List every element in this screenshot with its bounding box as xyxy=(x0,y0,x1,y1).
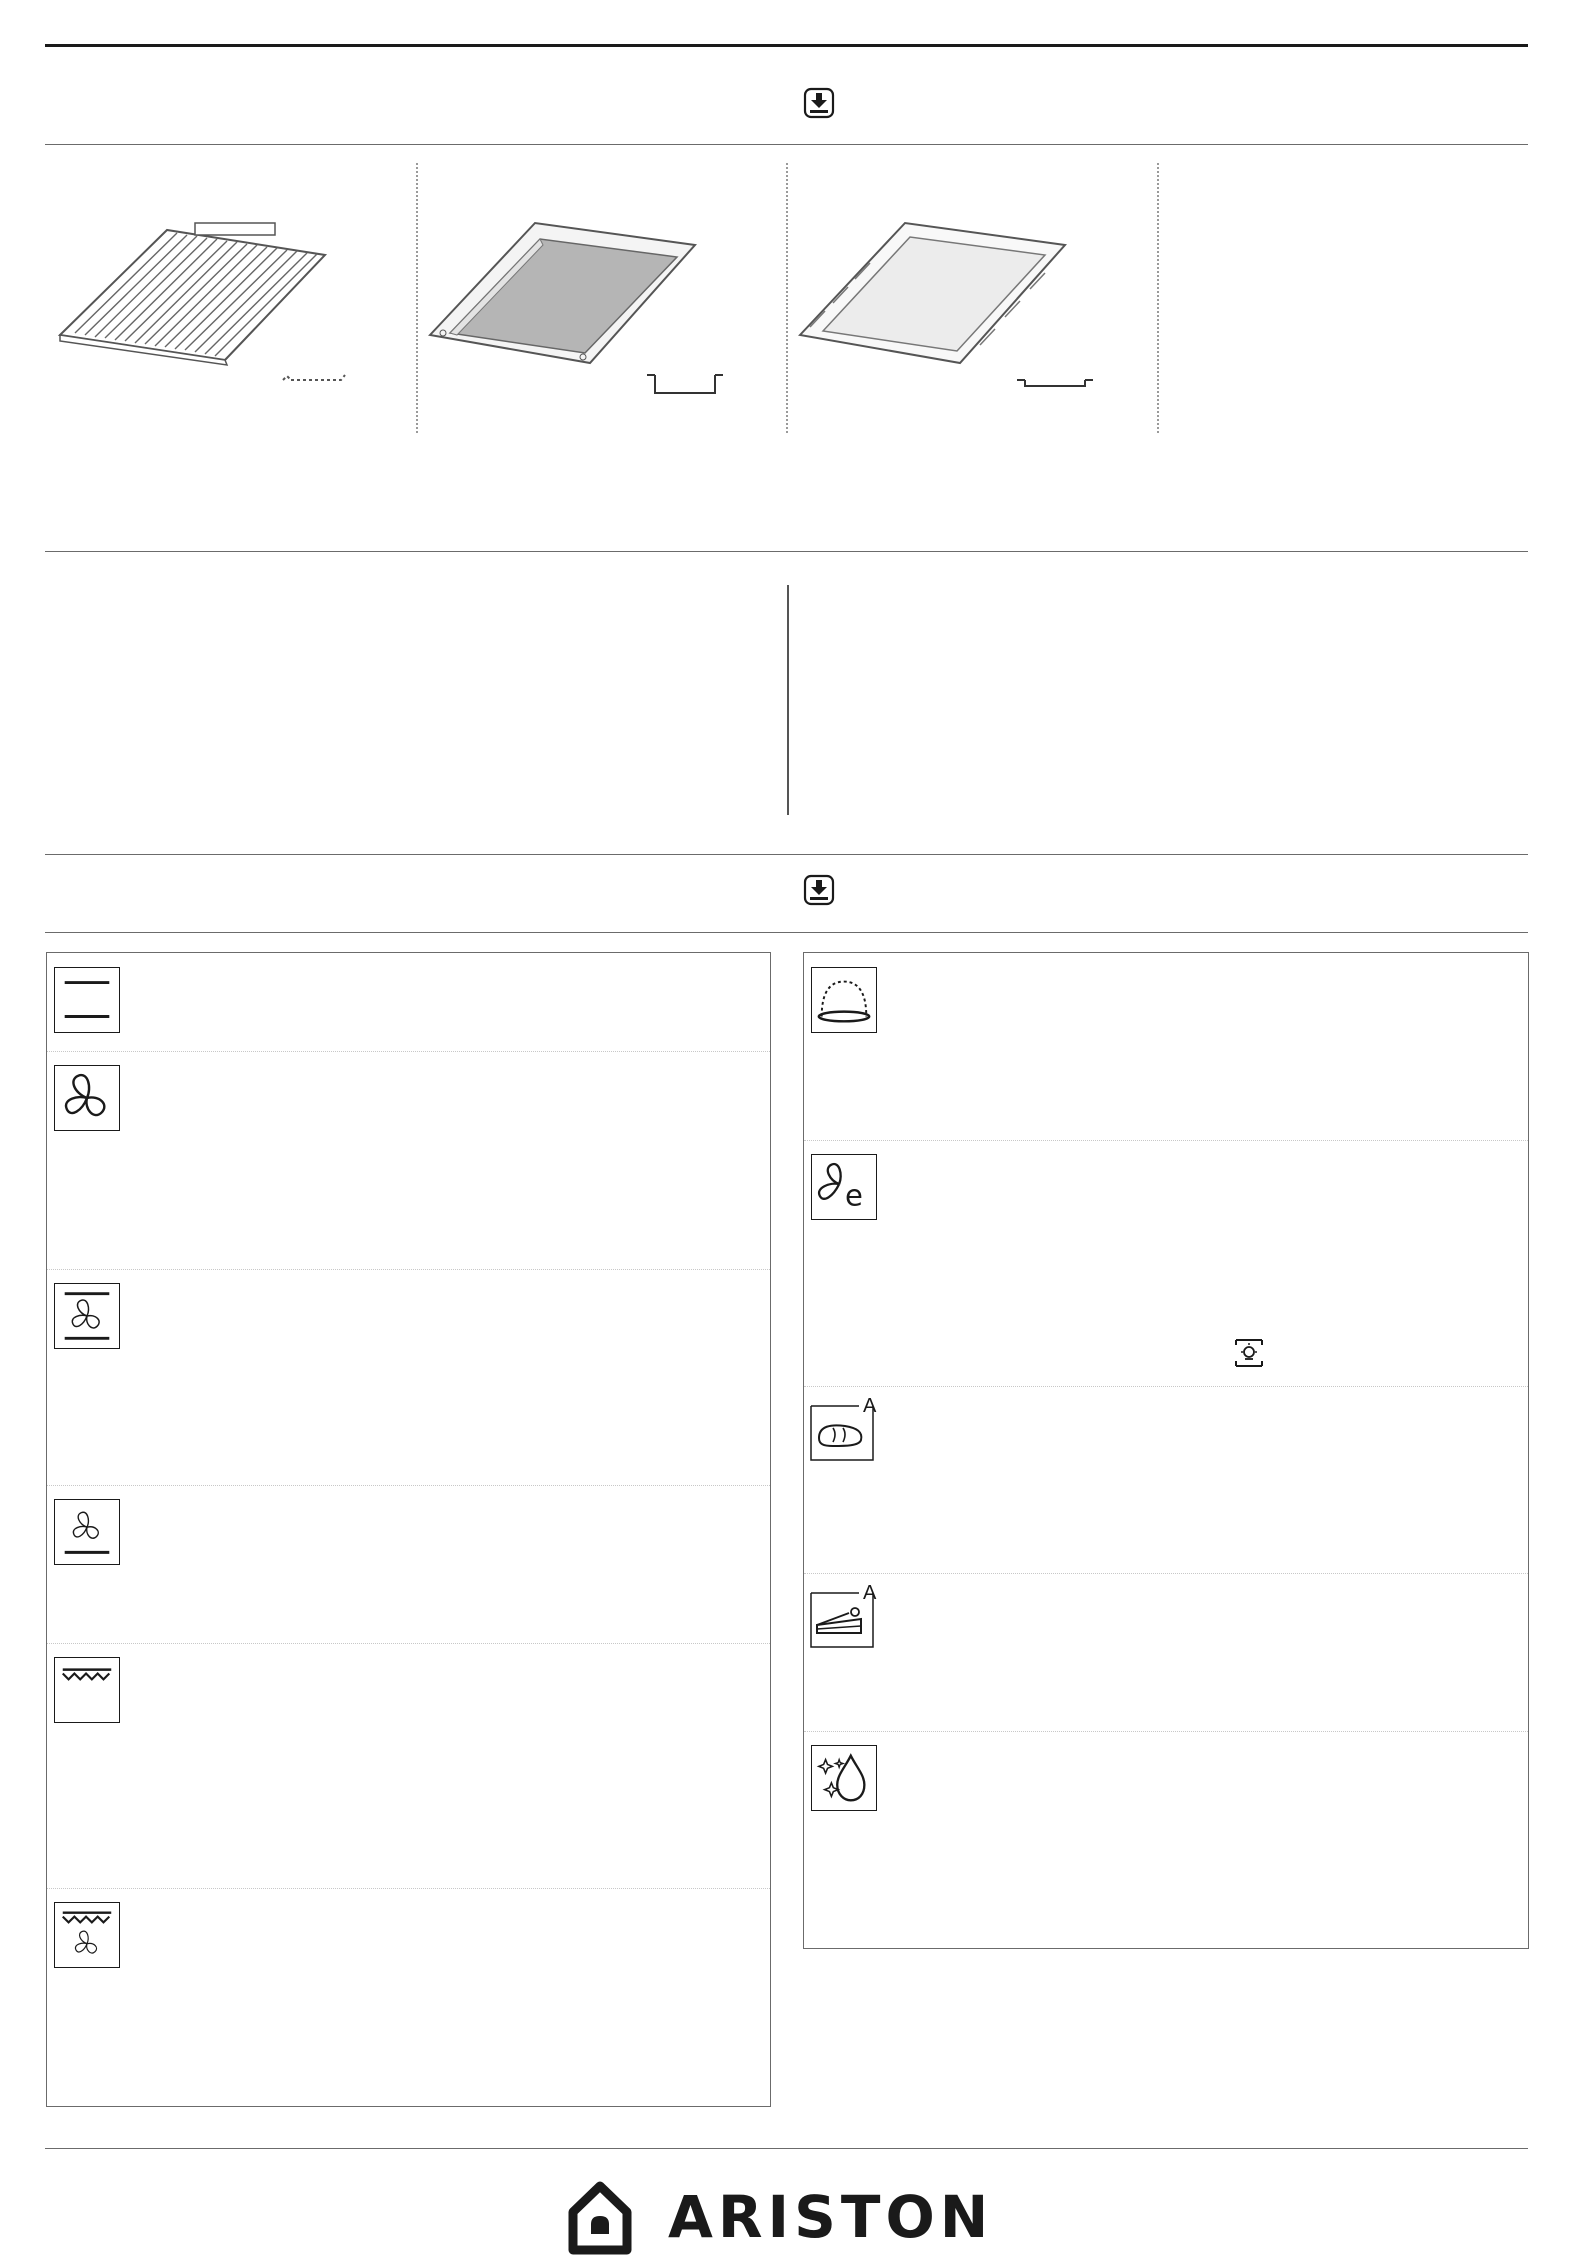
column-separator xyxy=(416,163,418,433)
svg-text:e: e xyxy=(844,1178,863,1213)
column-separator xyxy=(786,163,788,433)
auto-badge: A xyxy=(863,1395,877,1417)
bread-auto-icon xyxy=(811,1395,877,1460)
grill-icon xyxy=(54,1657,120,1723)
function-row-eco-forced-air xyxy=(804,1140,1528,1387)
function-row-turbo-grill xyxy=(47,1888,770,2106)
baking-tray-illustration xyxy=(795,215,1095,415)
footer-divider xyxy=(45,2148,1528,2149)
function-row-cake-auto xyxy=(804,1573,1528,1732)
oven-light-icon xyxy=(1234,1337,1264,1369)
download-manual-icon[interactable] xyxy=(803,874,835,906)
section-divider xyxy=(45,854,1528,855)
function-row-pizza xyxy=(804,953,1528,1141)
functions-table-right xyxy=(803,952,1529,1949)
function-row-fan-bottom xyxy=(47,1485,770,1644)
function-row-grill xyxy=(47,1643,770,1889)
cake-auto-icon xyxy=(811,1582,877,1647)
home-logo-icon xyxy=(565,2180,635,2258)
section-divider xyxy=(45,144,1528,145)
column-divider xyxy=(787,585,789,815)
section-divider xyxy=(45,932,1528,933)
convection-bake-icon xyxy=(54,1283,120,1349)
function-row-hydro-clean xyxy=(804,1731,1528,1948)
download-manual-icon[interactable] xyxy=(803,87,835,119)
drip-tray-illustration xyxy=(425,215,725,415)
eco-forced-air-icon xyxy=(811,1154,877,1220)
forced-air-icon xyxy=(54,1065,120,1131)
fan-bottom-heat-icon xyxy=(54,1499,120,1565)
column-separator xyxy=(1157,163,1159,433)
brand-name: ARISTON xyxy=(668,2183,994,2251)
function-row-forced-air xyxy=(47,1051,770,1270)
auto-badge: A xyxy=(863,1582,877,1604)
pizza-icon xyxy=(811,967,877,1033)
turbo-grill-icon xyxy=(54,1902,120,1968)
function-row-convection-bake xyxy=(47,1269,770,1486)
ariston-logo xyxy=(560,2180,1020,2260)
hydro-clean-icon xyxy=(811,1745,877,1811)
top-rule xyxy=(45,44,1528,47)
function-row-bread-auto xyxy=(804,1386,1528,1574)
section-divider xyxy=(45,551,1528,552)
conventional-icon xyxy=(54,967,120,1033)
function-row-conventional xyxy=(47,953,770,1052)
functions-table-left xyxy=(46,952,771,2107)
wire-shelf-illustration xyxy=(55,215,355,415)
